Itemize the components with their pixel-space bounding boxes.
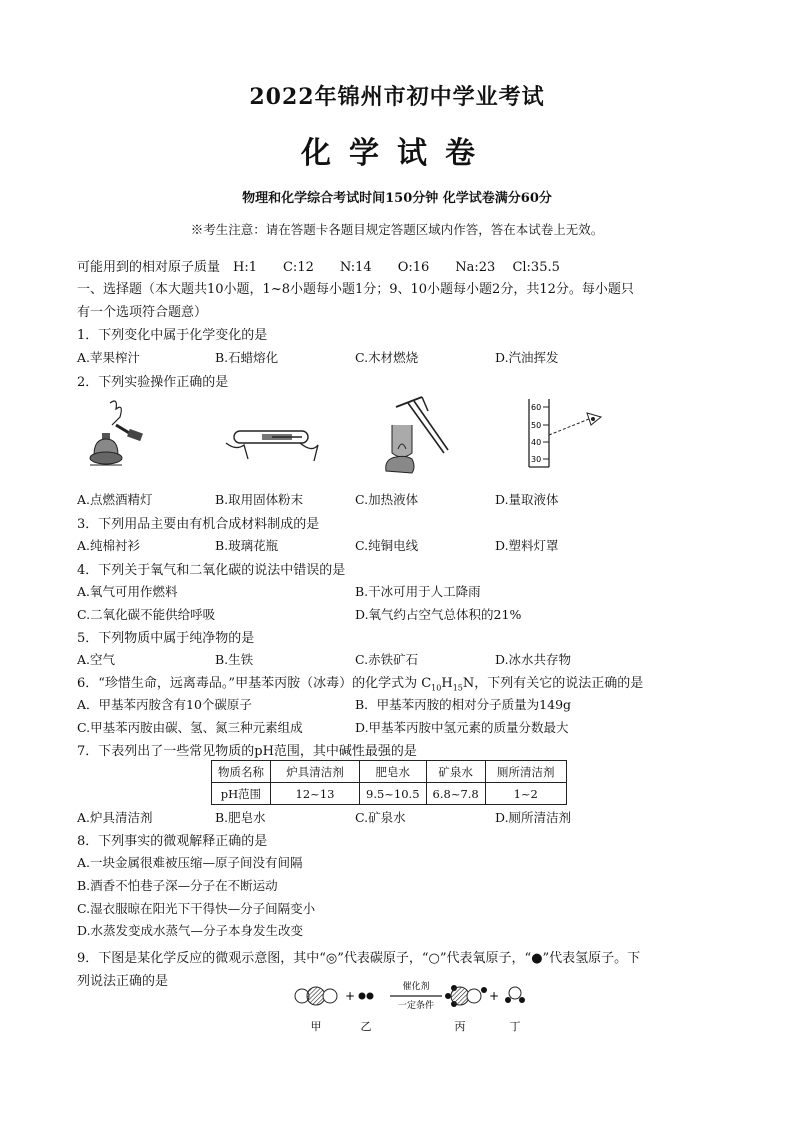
alcohol-lamp-lighting-figure xyxy=(80,395,160,475)
molecule-jia xyxy=(295,987,337,1005)
section-heading-line1: 一、选择题（本大题共10小题，1~8小题每小题1分；9、10小题每小题2分，共12分。每小题只 xyxy=(77,282,634,297)
heating-liquid-figure xyxy=(378,395,458,480)
exam-title: 2022年锦州市初中学业考试 xyxy=(249,84,545,110)
q1-stem: 1．下列变化中属于化学变化的是 xyxy=(77,328,268,343)
q6-formula-sub-c: 10 xyxy=(431,683,442,693)
molecule-ding xyxy=(505,987,525,1003)
q3-option-b: B.玻璃花瓶 xyxy=(215,538,279,553)
q3-option-a: A.纯棉衬衫 xyxy=(77,538,141,553)
q5-option-c: C.赤铁矿石 xyxy=(355,652,419,667)
cylinder-tick-30: 30 xyxy=(531,455,542,464)
molecule-bing xyxy=(445,985,487,1007)
q8-option-c: C.湿衣服晾在阳光下干得快—分子间隔变小 xyxy=(77,901,316,916)
graduated-cylinder-figure xyxy=(515,395,610,475)
ph-table-cell: pH范围 xyxy=(212,783,271,805)
q6-option-a: A．甲基苯丙胺含有10个碳原子 xyxy=(77,697,252,712)
q6-formula-h: H xyxy=(441,676,453,691)
q9-stem-line1: 9．下图是某化学反应的微观示意图，其中“◎”代表碳原子，“○”代表氧原子，“●”代表氢原子。下 xyxy=(77,951,641,966)
q3-option-c: C.纯铜电线 xyxy=(355,538,419,553)
q6-stem xyxy=(77,672,643,693)
q8-option-d: D.水蒸发变成水蒸气—分子本身发生改变 xyxy=(77,923,304,938)
plus-sign: + xyxy=(489,989,500,1003)
q2-option-a: A.点燃酒精灯 xyxy=(77,492,153,507)
q2-option-c: C.加热液体 xyxy=(355,492,419,507)
q7-option-b: B.肥皂水 xyxy=(215,810,266,825)
q4-option-c: C.二氧化碳不能供给呼吸 xyxy=(77,607,216,622)
q4-option-b: B.干冰可用于人工降雨 xyxy=(355,584,481,599)
q6-option-c: C.甲基苯丙胺由碳、氢、氮三种元素组成 xyxy=(77,720,303,735)
paper-title: 化学试卷 xyxy=(301,136,493,171)
ph-table-cell: 1~2 xyxy=(485,783,566,805)
q4-stem: 4．下列关于氧气和二氧化碳的说法中错误的是 xyxy=(77,563,346,578)
q7-option-c: C.矿泉水 xyxy=(355,810,406,825)
q4-option-a: A.氧气可用作燃料 xyxy=(77,584,178,599)
plus-sign: + xyxy=(345,989,356,1003)
q6-formula-sub-h: 15 xyxy=(452,683,463,693)
q9-stem-line2: 列说法正确的是 xyxy=(77,974,169,989)
q2-option-b: B.取用固体粉末 xyxy=(215,492,304,507)
q8-option-a: A.一块金属很难被压缩—原子间没有间隔 xyxy=(77,855,303,870)
q6-option-b: B．甲基苯丙胺的相对分子质量为149g xyxy=(355,697,572,712)
q8-option-b: B.酒香不怕巷子深—分子在不断运动 xyxy=(77,878,278,893)
q5-stem: 5．下列物质中属于纯净物的是 xyxy=(77,631,255,646)
ph-table-header-cell: 物质名称 xyxy=(212,761,271,783)
ph-table-header-cell: 肥皂水 xyxy=(360,761,427,783)
label-yi: 乙 xyxy=(360,1020,372,1033)
arrow-condition-label: 一定条件 xyxy=(397,1001,435,1011)
ph-table-cell: 6.8~7.8 xyxy=(426,783,485,805)
ph-table-header-cell: 厕所清洁剂 xyxy=(485,761,566,783)
cylinder-tick-40: 40 xyxy=(531,438,542,447)
label-jia: 甲 xyxy=(310,1020,322,1033)
ph-table-header-row xyxy=(212,761,567,783)
q5-option-b: B.生铁 xyxy=(215,652,254,667)
arrow-catalyst-label: 催化剂 xyxy=(402,982,430,992)
q5-option-a: A.空气 xyxy=(77,652,116,667)
q2-stem: 2．下列实验操作正确的是 xyxy=(77,375,229,390)
q1-option-d: D.汽油挥发 xyxy=(495,350,559,365)
q6-stem-part2: N，下列有关它的说法正确的是 xyxy=(462,676,644,691)
exam-notice: ※考生注意：请在答题卡各题目规定答题区域内作答，答在本试卷上无效。 xyxy=(190,222,604,237)
q7-stem: 7．下表列出了一些常见物质的pH范围，其中碱性最强的是 xyxy=(77,744,417,759)
q7-option-a: A.炉具清洁剂 xyxy=(77,810,153,825)
cylinder-tick-60: 60 xyxy=(531,403,542,412)
reaction-diagram xyxy=(290,980,540,1035)
q1-option-a: A.苹果榨汁 xyxy=(77,350,141,365)
ph-table-header-cell: 矿泉水 xyxy=(426,761,485,783)
ph-table-header-cell: 炉具清洁剂 xyxy=(271,761,360,783)
q6-option-d: D.甲基苯丙胺中氢元素的质量分数最大 xyxy=(355,720,569,735)
exam-subtitle: 物理和化学综合考试时间150分钟 化学试卷满分60分 xyxy=(242,191,552,206)
ph-table-cell: 12~13 xyxy=(271,783,360,805)
section-heading-line2: 有一个选项符合题意） xyxy=(77,305,208,320)
q1-option-b: B.石蜡熔化 xyxy=(215,350,279,365)
q5-option-d: D.冰水共存物 xyxy=(495,652,572,667)
cylinder-tick-50: 50 xyxy=(531,421,542,430)
atomic-masses: 可能用到的相对原子质量 H:1 C:12 N:14 O:16 Na:23 Cl:35.5 xyxy=(77,260,560,275)
q3-stem: 3．下列用品主要由有机合成材料制成的是 xyxy=(77,517,320,532)
label-ding: 丁 xyxy=(509,1020,521,1033)
q4-option-d: D.氧气约占空气总体积的21% xyxy=(355,607,522,622)
q8-stem: 8．下列事实的微观解释正确的是 xyxy=(77,834,268,849)
q3-option-d: D.塑料灯罩 xyxy=(495,538,559,553)
q2-option-d: D.量取液体 xyxy=(495,492,559,507)
ph-table-row xyxy=(212,783,567,805)
q7-option-d: D.厕所清洁剂 xyxy=(495,810,572,825)
q6-stem-part1: 6．“珍惜生命，远离毒品。”甲基苯丙胺（冰毒）的化学式为 C xyxy=(77,676,432,691)
powder-sampling-figure xyxy=(222,415,322,470)
label-bing: 丙 xyxy=(454,1020,466,1033)
q1-option-c: C.木材燃烧 xyxy=(355,350,419,365)
molecule-yi xyxy=(359,993,374,1000)
ph-table-cell: 9.5~10.5 xyxy=(360,783,427,805)
ph-table xyxy=(211,760,567,805)
